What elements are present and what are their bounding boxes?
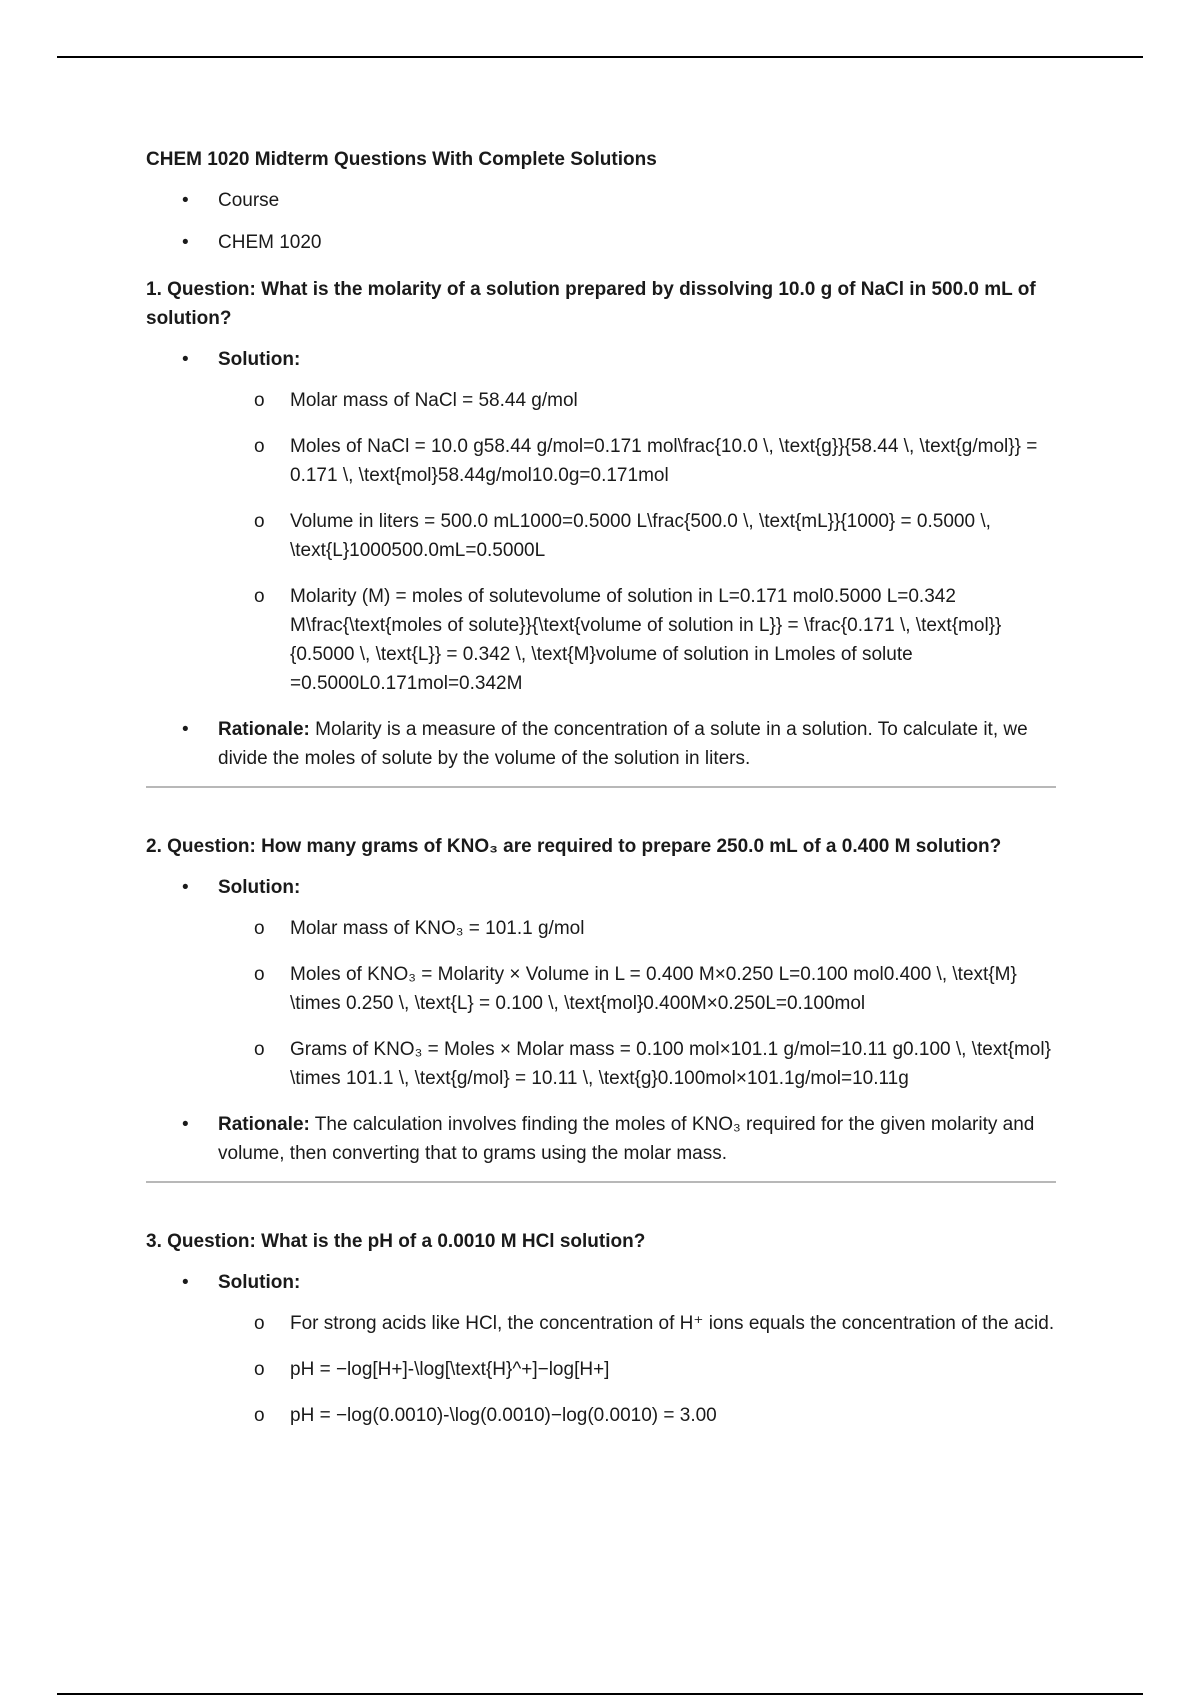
rationale-label: Rationale: xyxy=(218,1114,310,1135)
question-2: 2. Question: How many grams of KNO₃ are required to prepare 250.0 mL of a 0.400 M solution? xyxy=(146,836,1002,857)
solution-step: o Volume in liters = 500.0 mL1000=0.5000 L\frac{500.0 \, \text{mL}}{1000} = 0.5000 \, \text{L}1000500.0mL=0.5000L xyxy=(218,507,1056,565)
solution-step: o pH = −log[H+]-\log[\text{H}^+]−log[H+] xyxy=(218,1355,1056,1384)
solution-item xyxy=(146,345,1056,698)
section-divider xyxy=(146,786,1056,788)
question-3-body xyxy=(146,1268,1056,1430)
solution-step: o Molar mass of KNO₃ = 101.1 g/mol xyxy=(218,914,1056,943)
solution-step: o Molarity (M) = moles of solutevolume of solution in L=0.171 mol0.5000 L=0.342 M\frac{\text{moles of solute}}{\text{volume of solution in L}} = \frac{0.171 \, \text{mol}}{0.5000 \, \text{L}} = 0.342 \, \text{M}volume of solution in Lmoles of solute =0.5000L0.171mol=0.342M xyxy=(218,582,1056,698)
solution-steps xyxy=(218,1309,1056,1430)
question-1: 1. Question: What is the molarity of a solution prepared by dissolving 10.0 g of NaCl in 500.0 mL of solution? xyxy=(146,279,1036,329)
solution-step: o Moles of NaCl = 10.0 g58.44 g/mol=0.171 mol\frac{10.0 \, \text{g}}{58.44 \, \text{g/mol}} = 0.171 \, \text{mol}58.44g/mol10.0g=0.171mol xyxy=(218,432,1056,490)
document-title: CHEM 1020 Midterm Questions With Complete Solutions xyxy=(146,149,657,170)
header-rule xyxy=(57,56,1143,58)
question-1-body xyxy=(146,345,1056,773)
rationale-label: Rationale: xyxy=(218,719,310,740)
document-body xyxy=(146,145,1056,1447)
question-3: 3. Question: What is the pH of a 0.0010 M HCl solution? xyxy=(146,1231,646,1252)
solution-label: Solution: xyxy=(218,349,301,370)
footer-rule xyxy=(57,1693,1143,1695)
solution-step: o Molar mass of NaCl = 58.44 g/mol xyxy=(218,386,1056,415)
solution-steps xyxy=(218,914,1056,1093)
solution-step: o For strong acids like HCl, the concentration of H⁺ ions equals the concentration of the acid. xyxy=(218,1309,1056,1338)
solution-steps xyxy=(218,386,1056,698)
rationale-item xyxy=(146,1110,1056,1168)
section-divider xyxy=(146,1181,1056,1183)
solution-label: Solution: xyxy=(218,1272,301,1293)
solution-step: o Moles of KNO₃ = Molarity × Volume in L = 0.400 M×0.250 L=0.100 mol0.400 \, \text{M} \times 0.250 \, \text{L} = 0.100 \, \text{mol}0.400M×0.250L=0.100mol xyxy=(218,960,1056,1018)
meta-list xyxy=(146,186,1056,257)
solution-label: Solution: xyxy=(218,877,301,898)
rationale-text: Molarity is a measure of the concentration of a solute in a solution. To calculate it, we divide the moles of solute by the volume of the solution in liters. xyxy=(218,719,1028,769)
solution-item xyxy=(146,1268,1056,1430)
solution-step: o pH = −log(0.0010)-\log(0.0010)−log(0.0010) = 3.00 xyxy=(218,1401,1056,1430)
meta-item-code: • CHEM 1020 xyxy=(146,228,1056,257)
rationale-item xyxy=(146,715,1056,773)
question-2-body xyxy=(146,873,1056,1168)
meta-item-course: • Course xyxy=(146,186,1056,215)
rationale-text: The calculation involves finding the moles of KNO₃ required for the given molarity and volume, then converting that to grams using the molar mass. xyxy=(218,1114,1035,1164)
solution-step: o Grams of KNO₃ = Moles × Molar mass = 0.100 mol×101.1 g/mol=10.11 g0.100 \, \text{mol} \times 101.1 \, \text{g/mol} = 10.11 \, \text{g}0.100mol×101.1g/mol=10.11g xyxy=(218,1035,1056,1093)
solution-item xyxy=(146,873,1056,1093)
